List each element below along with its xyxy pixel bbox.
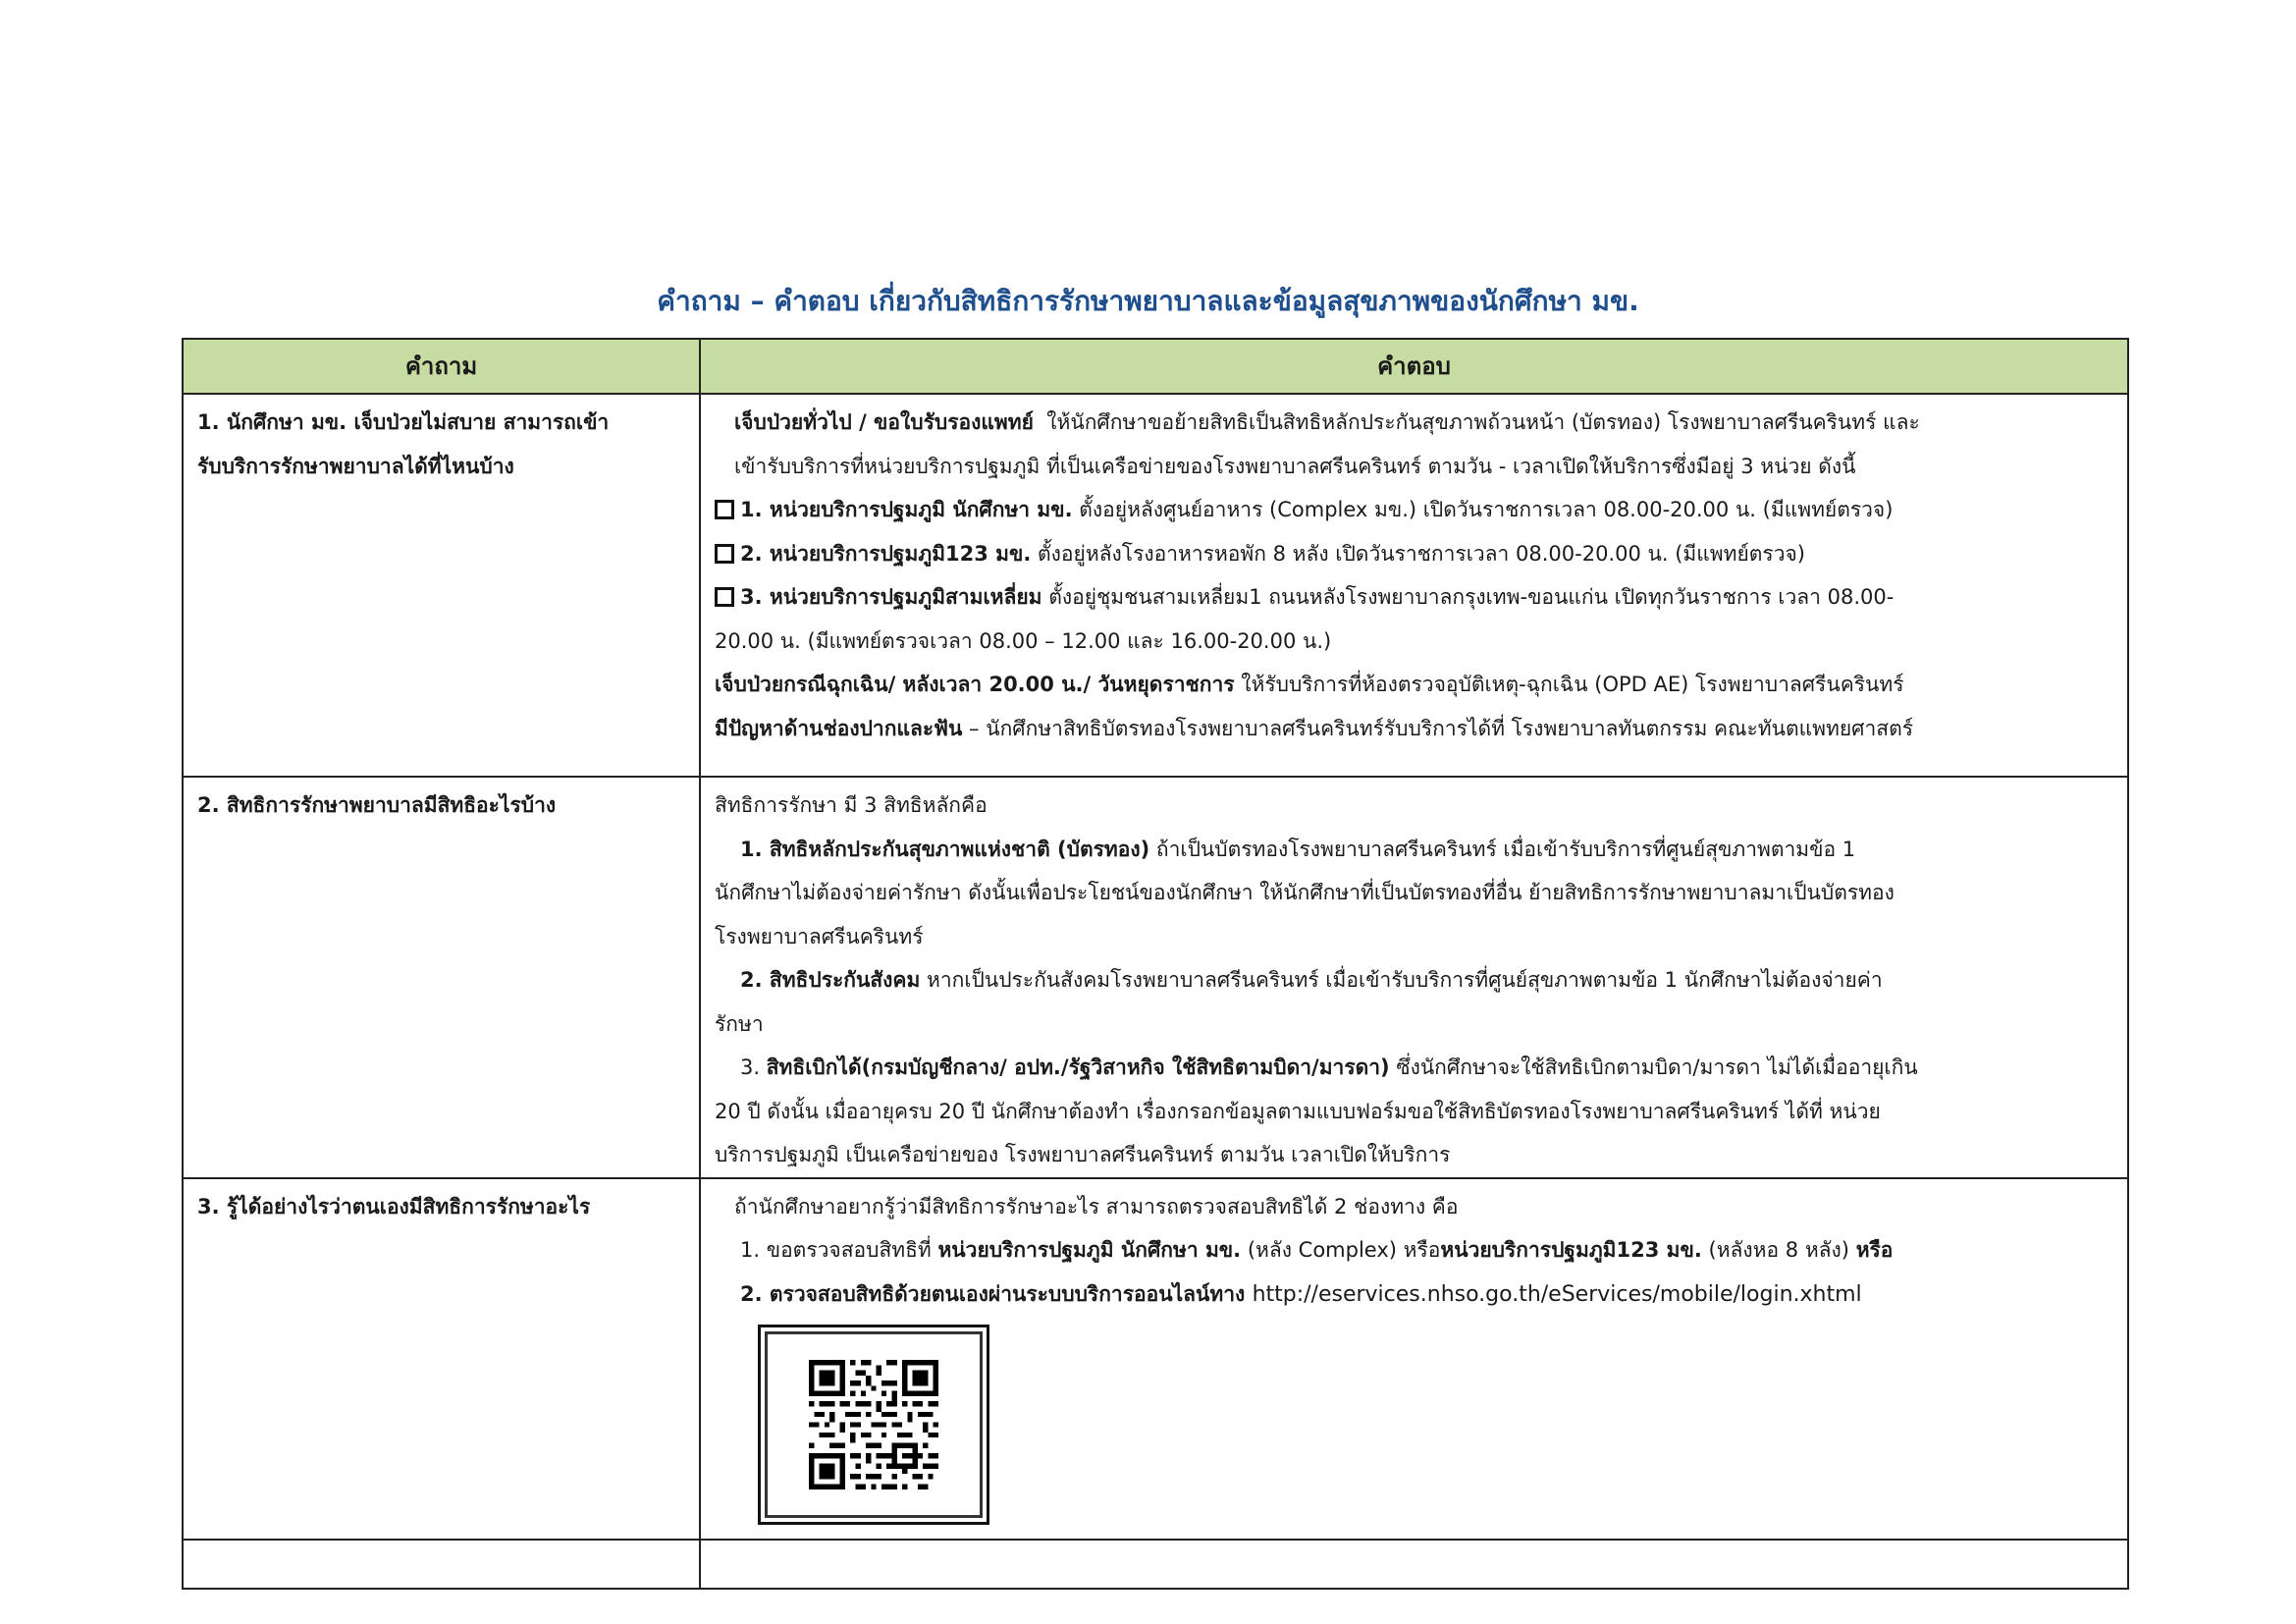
answer-line: สิทธิการรักษา มี 3 สิทธิหลักคือ <box>715 793 988 817</box>
unit-item <box>715 488 2113 532</box>
answer-line: บริการปฐมภูมิ เป็นเครือข่ายของ โรงพยาบาลศรีนครินทร์ ตามวัน เวลาเปิดให้บริการ <box>715 1143 1451 1166</box>
answer-text: ถ้าเป็นบัตรทองโรงพยาบาลศรีนครินทร์ เมื่อเข้ารับบริการที่ศูนย์สุขภาพตามข้อ 1 <box>1149 837 1856 861</box>
unit-name: 2. หน่วยบริการปฐมภูมิ123 มข. <box>740 541 1032 566</box>
checkbox-icon <box>715 544 734 564</box>
eservices-link[interactable]: http://eservices.nhso.go.th/eServices/mobile/login.xhtml <box>1252 1281 1862 1307</box>
table-row <box>183 394 2128 777</box>
unit-name: 1. หน่วยบริการปฐมภูมิ นักศึกษา มข. <box>740 498 1073 521</box>
answer-cell <box>700 394 2128 777</box>
dental-label: มีปัญหาด้านช่องปากและฟัน <box>715 716 963 740</box>
question-text: 2. สิทธิการรักษาพยาบาลมีสิทธิอะไรบ้าง <box>197 793 557 817</box>
answer-line: รักษา <box>715 1011 764 1036</box>
answer-line: 20 ปี ดังนั้น เมื่ออายุครบ 20 ปี นักศึกษาต้องทำ เรื่องกรอกข้อมูลตามแบบฟอร์มขอใช้สิทธิบัตรทองโรงพยาบาลศรีนครินทร์ ได้ที่ หน่วย <box>715 1099 1881 1123</box>
table-row <box>183 1178 2128 1541</box>
question-text: 3. รู้ได้อย่างไรว่าตนเองมีสิทธิการรักษาอะไร <box>197 1194 591 1218</box>
unit-item <box>715 532 2113 576</box>
answer-text: ซึ่งนักศึกษาจะใช้สิทธิเบิกตามบิดา/มารดา ไม่ได้เมื่ออายุเกิน <box>1389 1056 1918 1079</box>
answer-cell <box>700 777 2128 1178</box>
answer-text: ให้นักศึกษาขอย้ายสิทธิเป็นสิทธิหลักประกันสุขภาพถ้วนหน้า (บัตรทอง) โรงพยาบาลศรีนครินทร์ และ <box>1046 410 1920 434</box>
unit-item <box>715 575 2113 620</box>
check-option-2 <box>715 1272 2113 1318</box>
question-text: 1. นักศึกษา มข. เจ็บป่วยไม่สบาย สามารถเข้า <box>197 410 610 434</box>
table-row-empty <box>183 1540 2128 1589</box>
answer-line <box>715 828 2113 872</box>
answer-line: เข้ารับบริการที่หน่วยบริการปฐมภูมิ ที่เป็นเครือข่ายของโรงพยาบาลศรีนครินทร์ ตามวัน - เวลาเปิดให้บริการซึ่งมีอยู่ 3 หน่วย ดังนี้ <box>734 454 1856 478</box>
unit-name: 3. หน่วยบริการปฐมภูมิสามเหลี่ยม <box>740 585 1042 609</box>
qr-code-frame <box>758 1325 989 1525</box>
checkbox-icon <box>715 500 734 519</box>
unit-detail: ตั้งอยู่หลังโรงอาหารหอพัก 8 หลัง เปิดวันราชการเวลา 08.00-20.00 น. (มีแพทย์ตรวจ) <box>1031 541 1805 566</box>
answer-line: โรงพยาบาลศรีนครินทร์ <box>715 924 924 948</box>
answer-line: 20.00 น. (มีแพทย์ตรวจเวลา 08.00 – 12.00 และ 16.00-20.00 น.) <box>715 628 1332 653</box>
general-illness-label: เจ็บป่วยทั่วไป / ขอใบรับรองแพทย์ <box>734 410 1034 434</box>
faq-table <box>182 338 2129 1590</box>
document-title: คำถาม – คำตอบ เกี่ยวกับสิทธิการรักษาพยาบาลและข้อมูลสุขภาพของนักศึกษา มข. <box>657 285 1639 317</box>
answer-text: 2. ตรวจสอบสิทธิด้วยตนเองผ่านระบบบริการออนไลน์ทาง <box>740 1281 1253 1306</box>
answer-text: (หลัง Complex) หรือ <box>1241 1238 1441 1262</box>
right-label: 1. สิทธิหลักประกันสุขภาพแห่งชาติ (บัตรทอง) <box>740 837 1150 861</box>
unit-detail: ตั้งอยู่ชุมชนสามเหลี่ยม1 ถนนหลังโรงพยาบาลกรุงเทพ-ขอนแก่น เปิดทุกวันราชการ เวลา 08.00- <box>1041 585 1895 609</box>
emergency-line <box>715 663 2113 707</box>
answer-line <box>715 401 2113 445</box>
header-answer: คำตอบ <box>700 339 2128 394</box>
answer-line <box>715 958 2113 1002</box>
answer-line: ถ้านักศึกษาอยากรู้ว่ามีสิทธิการรักษาอะไร สามารถตรวจสอบสิทธิได้ 2 ช่องทาง คือ <box>734 1194 1459 1218</box>
answer-line <box>715 1046 2113 1090</box>
question-cell <box>183 777 700 1178</box>
unit-name: หน่วยบริการปฐมภูมิ123 มข. <box>1440 1238 1702 1262</box>
question-text: รับบริการรักษาพยาบาลได้ที่ไหนบ้าง <box>197 454 514 478</box>
qr-code-icon <box>809 1360 938 1489</box>
table-row <box>183 777 2128 1178</box>
unit-detail: ตั้งอยู่หลังศูนย์อาหาร (Complex มข.) เปิดวันราชการเวลา 08.00-20.00 น. (มีแพทย์ตรวจ) <box>1072 498 1894 521</box>
unit-name: หน่วยบริการปฐมภูมิ นักศึกษา มข. <box>937 1238 1242 1262</box>
answer-text: ให้รับบริการที่ห้องตรวจอุบัติเหตุ-ฉุกเฉิน (OPD AE) โรงพยาบาลศรีนครินทร์ <box>1234 673 1904 696</box>
answer-cell <box>700 1178 2128 1541</box>
answer-text: – นักศึกษาสิทธิบัตรทองโรงพยาบาลศรีนครินทร์รับบริการได้ที่ โรงพยาบาลทันตกรรม คณะทันตแพทยศาสตร์ <box>962 716 1914 740</box>
answer-text: 3. <box>740 1056 767 1079</box>
table-header-row <box>183 339 2128 394</box>
question-cell <box>183 1178 700 1541</box>
empty-cell <box>183 1540 700 1589</box>
header-question: คำถาม <box>183 339 700 394</box>
question-cell <box>183 394 700 777</box>
emergency-label: เจ็บป่วยกรณีฉุกเฉิน/ หลังเวลา 20.00 น./ วันหยุดราชการ <box>715 673 1235 696</box>
answer-text: 1. ขอตรวจสอบสิทธิที่ <box>740 1238 938 1262</box>
check-option-1 <box>715 1228 2113 1272</box>
checkbox-icon <box>715 587 734 607</box>
answer-text: (หลังหอ 8 หลัง) <box>1701 1238 1856 1262</box>
answer-text: หากเป็นประกันสังคมโรงพยาบาลศรีนครินทร์ เมื่อเข้ารับบริการที่ศูนย์สุขภาพตามข้อ 1 นักศึกษาไม่ต้องจ่ายค่า <box>920 968 1883 992</box>
empty-cell <box>700 1540 2128 1589</box>
answer-line: นักศึกษาไม่ต้องจ่ายค่ารักษา ดังนั้นเพื่อประโยชน์ของนักศึกษา ให้นักศึกษาที่เป็นบัตรทองที่อื่น ย้ายสิทธิการรักษาพยาบาลมาเป็นบัตรทอง <box>715 881 1895 904</box>
dental-line <box>715 707 2113 751</box>
right-label: 2. สิทธิประกันสังคม <box>740 968 921 992</box>
or-label: หรือ <box>1855 1238 1894 1262</box>
right-label: สิทธิเบิกได้(กรมบัญชีกลาง/ อปท./รัฐวิสาหกิจ ใช้สิทธิตามบิดา/มารดา) <box>766 1056 1390 1079</box>
